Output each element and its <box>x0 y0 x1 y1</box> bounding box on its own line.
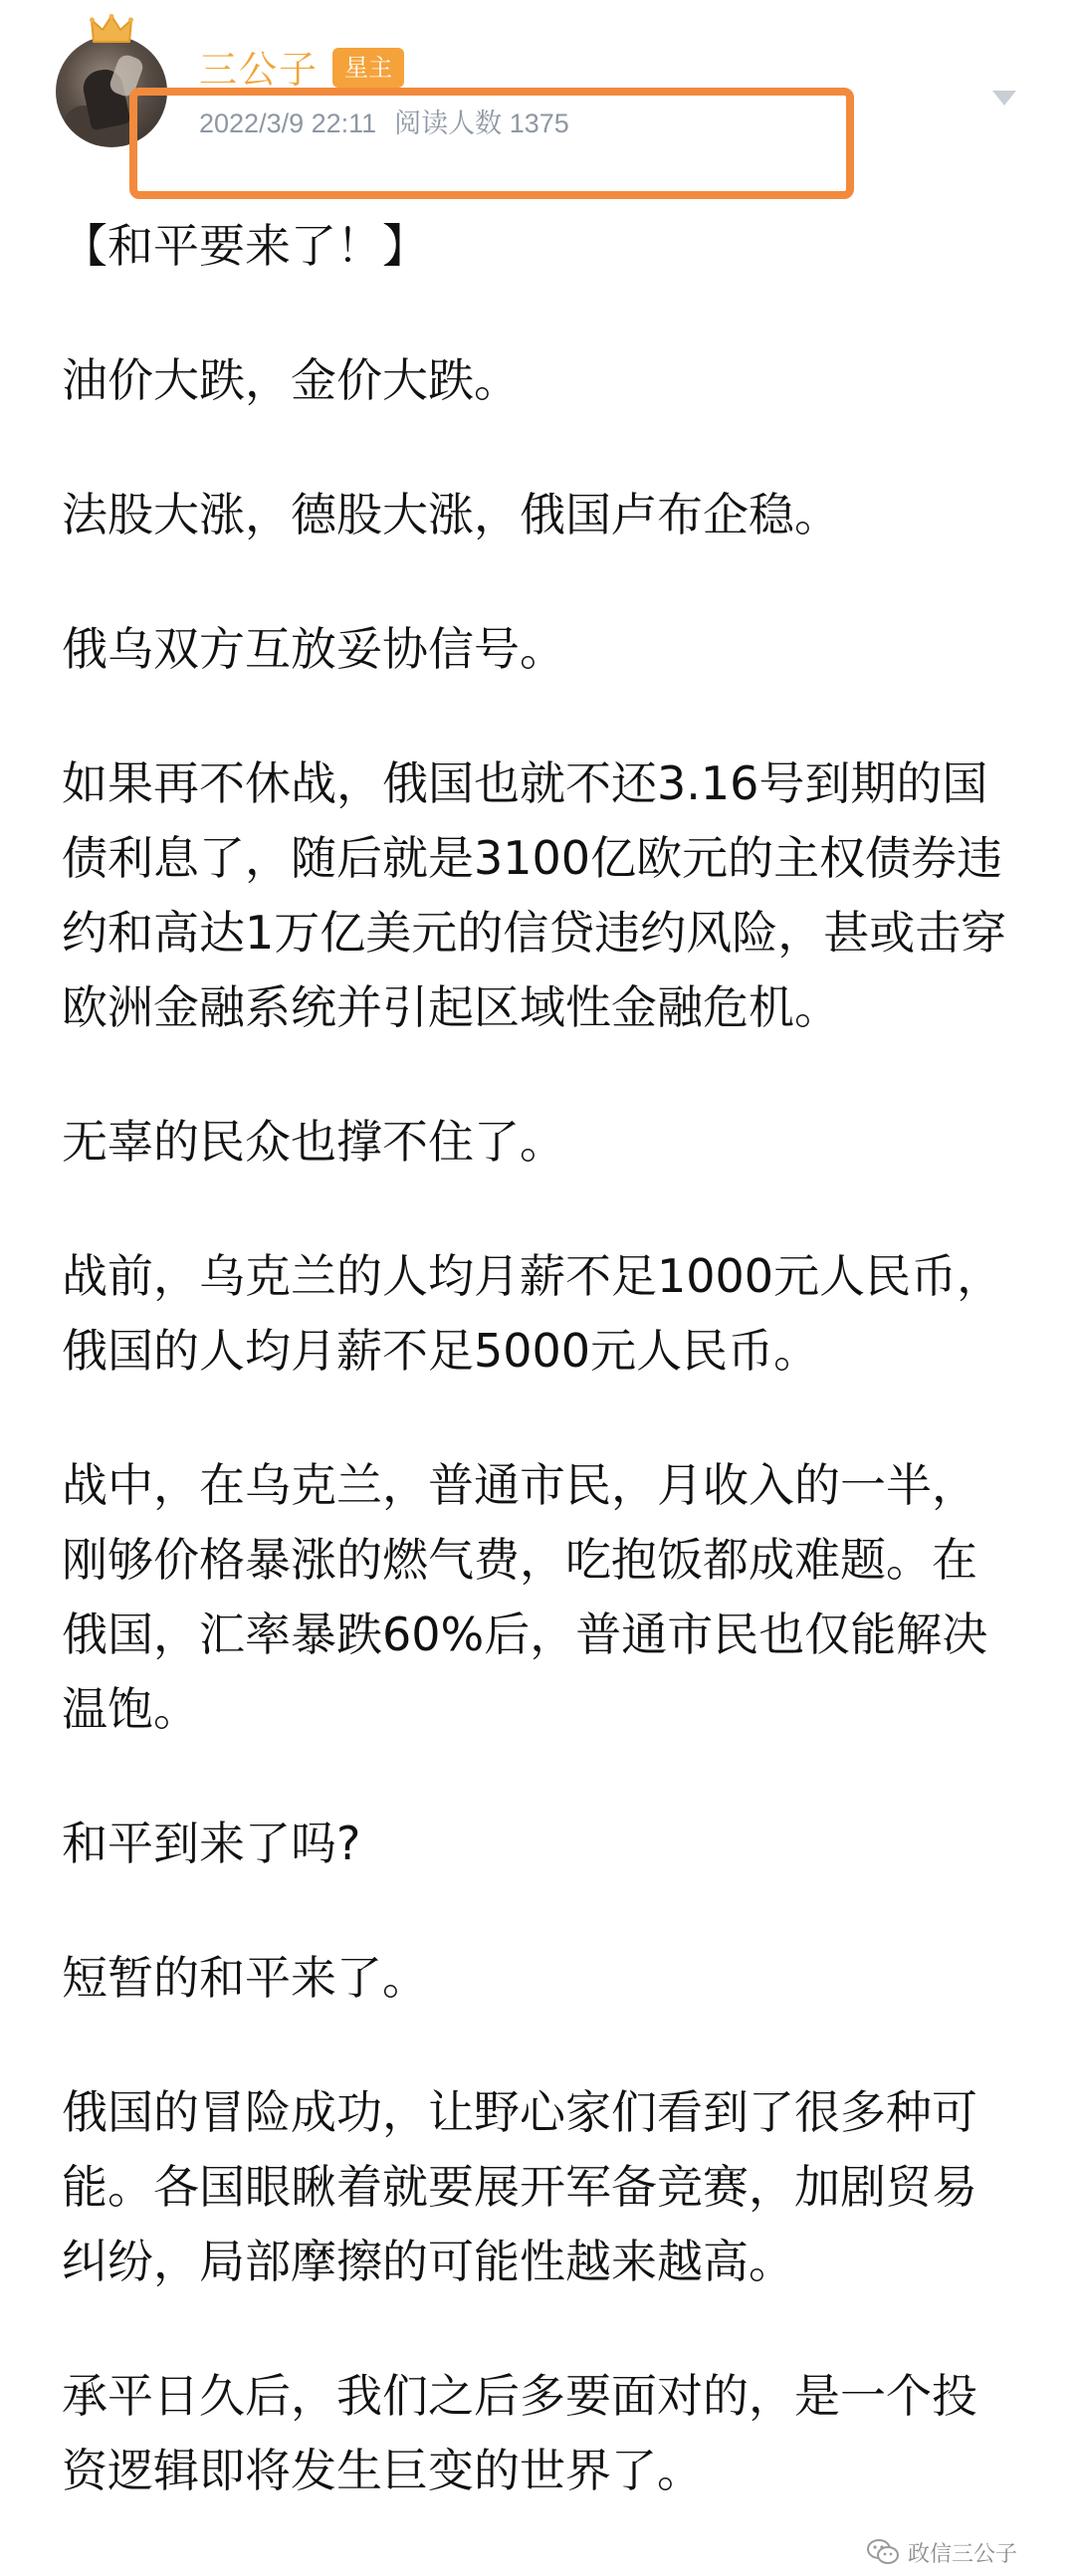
post-paragraph: 【和平要来了！】 <box>62 219 428 273</box>
chevron-down-icon[interactable] <box>989 86 1019 109</box>
watermark <box>866 2534 1017 2570</box>
reads-count: 1375 <box>509 108 569 138</box>
post-paragraph: 无辜的民众也撑不住了。 <box>62 1115 565 1169</box>
post-paragraph: 承平日久后，我们之后多要面对的，是一个投资逻辑即将发生巨变的世界了。 <box>62 2369 977 2497</box>
post-paragraph: 如果再不休战，俄国也就不还3.16号到期的国债利息了，随后就是3100亿欧元的主权债券违约和高达1万亿美元的信贷违约风险，甚或击穿欧洲金融系统并引起区域性金融危机。 <box>62 756 1007 1034</box>
wechat-icon <box>866 2537 900 2567</box>
post-paragraph: 短暂的和平来了。 <box>62 1951 428 2005</box>
reads-label: 阅读人数 <box>394 108 503 138</box>
highlight-annotation-box <box>129 88 854 199</box>
watermark-text: 政信三公子 <box>908 2541 1018 2567</box>
post-paragraph: 法股大涨，德股大涨，俄国卢布企稳。 <box>62 488 840 541</box>
author-badge: 星主 <box>332 48 404 88</box>
post-datetime: 2022/3/9 22:11 <box>199 108 377 138</box>
post-paragraph: 和平到来了吗? <box>62 1817 361 1870</box>
crown-icon <box>90 14 133 46</box>
post-header <box>0 0 1075 209</box>
post-paragraph: 油价大跌，金价大跌。 <box>62 353 520 407</box>
author-name[interactable]: 三公子 <box>199 48 320 92</box>
post-paragraph: 战前，乌克兰的人均月薪不足1000元人民币，俄国的人均月薪不足5000元人民币。 <box>62 1249 1003 1378</box>
post-paragraph: 俄乌双方互放妥协信号。 <box>62 622 565 676</box>
post-paragraph: 俄国的冒险成功，让野心家们看到了很多种可能。各国眼瞅着就要展开军备竞赛，加剧贸易纠纷，局部摩擦的可能性越来越高。 <box>62 2085 977 2288</box>
post-body <box>62 209 1017 2568</box>
post-paragraph: 战中，在乌克兰，普通市民，月收入的一半，刚够价格暴涨的燃气费，吃抱饭都成难题。在俄国，汇率暴跌60%后，普通市民也仅能解决温饱。 <box>62 1458 988 1736</box>
